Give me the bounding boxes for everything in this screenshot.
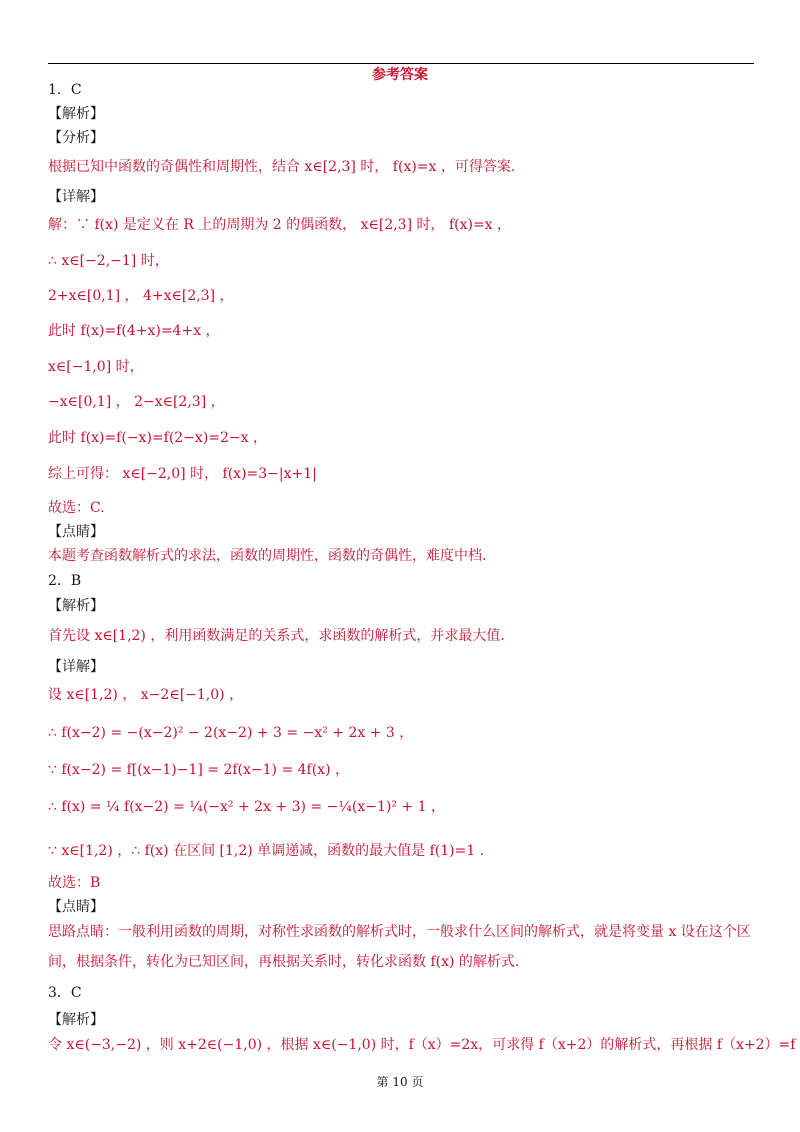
q2-line-2: ∴ f(x−2) = −(x−2)² − 2(x−2) + 3 = −x² + 2x + 3 ， <box>48 725 414 741</box>
q1-line-2: ∴ x∈[−2,−1] 时， <box>48 253 169 269</box>
q1-fenxi-text: 根据已知中函数的奇偶性和周期性，结合 x∈[2,3] 时， f(x)=x ，可得答案. <box>48 159 516 175</box>
q1-line-9: 故选：C. <box>48 500 105 516</box>
q1-line-4: 此时 f(x)=f(4+x)=4+x ， <box>48 323 220 339</box>
q2-line-5: ∵ x∈[1,2) ，∴ f(x) 在区间 [1,2) 单调递减，函数的最大值是 f(1)=1 . <box>48 843 485 859</box>
page-number: 第 10 页 <box>376 1075 424 1089</box>
q1-line-3: 2+x∈[0,1] ， 4+x∈[2,3] ， <box>48 288 234 304</box>
q1-xiangjie-heading: 【详解】 <box>48 189 104 205</box>
q1-dianjing-heading: 【点睛】 <box>48 524 104 540</box>
q2-number: 2．B <box>48 573 82 589</box>
q1-line-5: x∈[−1,0] 时， <box>48 359 144 375</box>
q3-line-1: 令 x∈(−3,−2) ，则 x+2∈(−1,0) ，根据 x∈(−1,0) 时，f（x）=2x，可求得 f（x+2）的解析式，再根据 f（x+2）=f <box>48 1037 796 1053</box>
q2-dianjing-text-2: 间，根据条件，转化为已知区间，再根据关系时，转化求函数 f(x) 的解析式. <box>48 954 520 970</box>
q1-fenxi-heading: 【分析】 <box>48 130 104 146</box>
q1-line-1: 解：∵ f(x) 是定义在 R 上的周期为 2 的偶函数， x∈[2,3] 时， f(x)=x ， <box>48 217 512 233</box>
q2-dianjing-text-1: 思路点睛：一般利用函数的周期，对称性求函数的解析式时，一般求什么区间的解析式，就是将变量 x 设在这个区 <box>48 924 751 940</box>
q1-line-8: 综上可得： x∈[−2,0] 时， f(x)=3−|x+1| <box>48 466 317 482</box>
q1-line-7: 此时 f(x)=f(−x)=f(2−x)=2−x ， <box>48 430 267 446</box>
q1-number: 1．C <box>48 82 82 98</box>
q2-dianjing-heading: 【点睛】 <box>48 899 104 915</box>
q2-line-1: 设 x∈[1,2) ， x−2∈[−1,0) ， <box>48 687 244 703</box>
q1-dianjing-text: 本题考查函数解析式的求法，函数的周期性，函数的奇偶性，难度中档. <box>48 548 487 564</box>
q1-jiexi-heading: 【解析】 <box>48 106 104 122</box>
q2-line-3: ∵ f(x−2) = f[(x−1)−1] = 2f(x−1) = 4f(x) ， <box>48 762 349 778</box>
q2-jiexi-heading: 【解析】 <box>48 598 104 614</box>
page-title: 参考答案 <box>372 67 428 83</box>
q3-jiexi-heading: 【解析】 <box>48 1012 104 1028</box>
q3-number: 3．C <box>48 985 82 1001</box>
q2-line-6: 故选：B <box>48 875 101 891</box>
q1-line-6: −x∈[0,1] ， 2−x∈[2,3] ， <box>48 394 225 410</box>
q2-jiexi-text: 首先设 x∈[1,2) ，利用函数满足的关系式，求函数的解析式，并求最大值. <box>48 628 505 644</box>
q2-xiangjie-heading: 【详解】 <box>48 659 104 675</box>
q2-line-4: ∴ f(x) = ¼ f(x−2) = ¼(−x² + 2x + 3) = −¼(x−1)² + 1 ， <box>48 799 445 815</box>
